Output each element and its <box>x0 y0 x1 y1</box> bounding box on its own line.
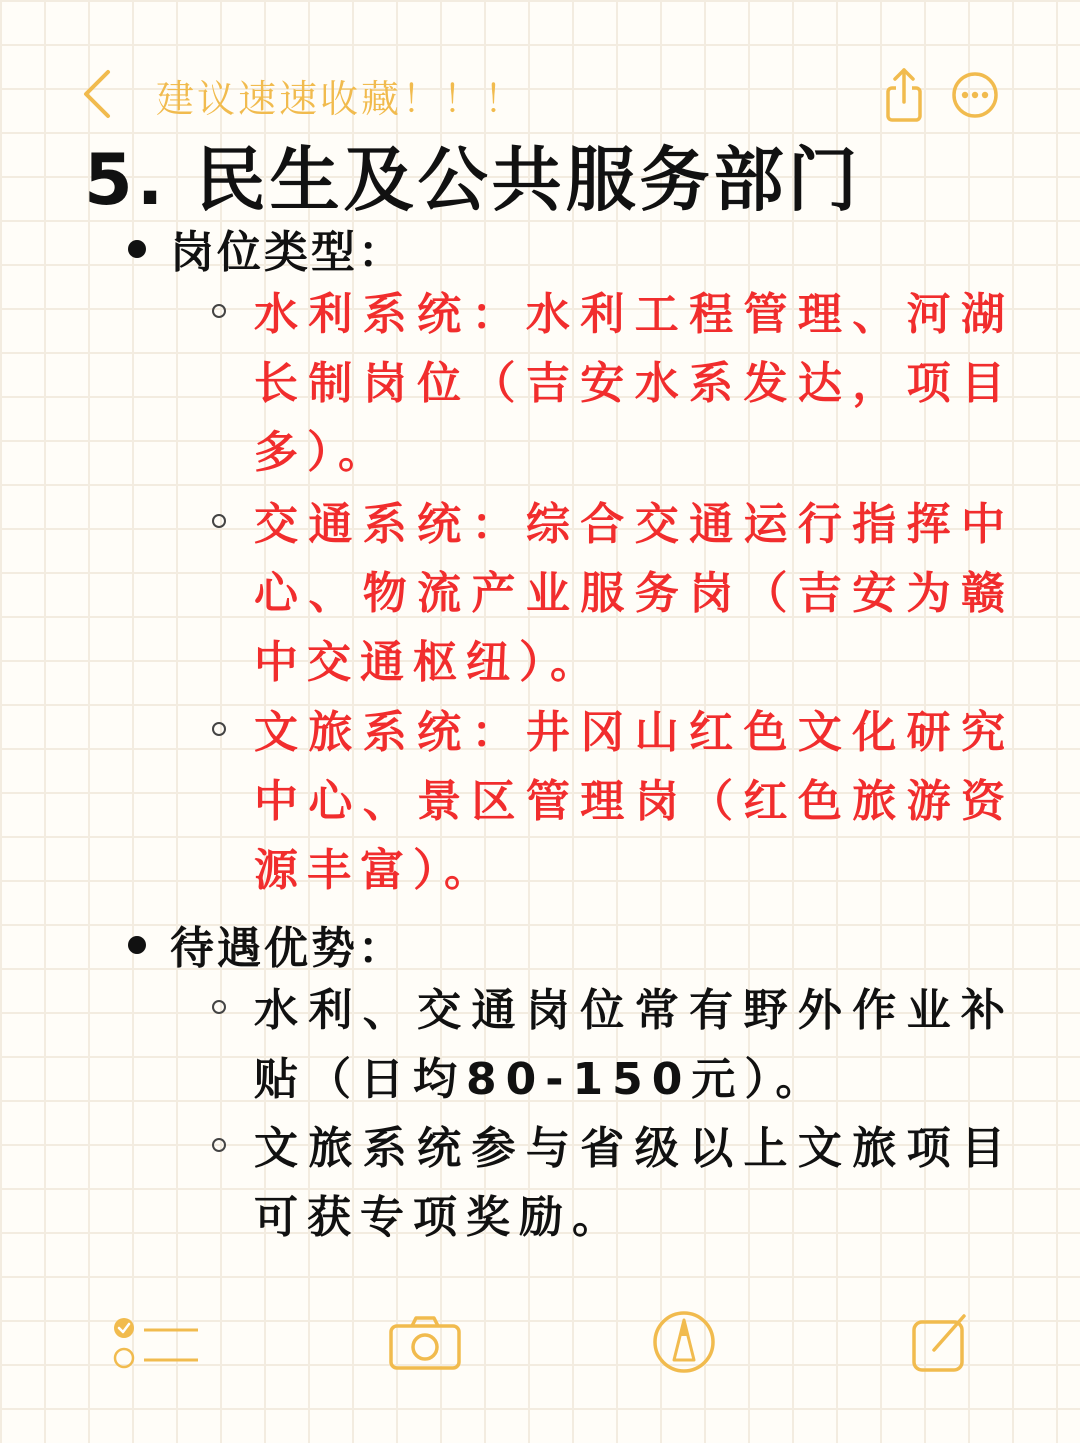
list-item-text: 文旅系统参与省级以上文旅项目可获专项奖励。 <box>254 1123 1014 1243</box>
compose-icon <box>910 1310 970 1374</box>
hollow-bullet <box>212 1000 226 1014</box>
more-icon <box>950 70 1000 120</box>
hollow-bullet <box>212 722 226 736</box>
top-nav-bar <box>0 0 1080 130</box>
list-item-text: 文旅系统：井冈山红色文化研究中心、景区管理岗（红色旅游资源丰富）。 <box>254 707 1014 896</box>
bullet-dot <box>128 240 146 258</box>
markup-button[interactable] <box>652 1310 716 1374</box>
chevron-left-icon <box>76 66 126 122</box>
camera-button[interactable] <box>388 1314 462 1372</box>
checklist-icon <box>110 1314 202 1374</box>
camera-icon <box>388 1314 462 1372</box>
checklist-button[interactable] <box>110 1314 202 1374</box>
share-button[interactable] <box>880 66 928 124</box>
list-item-text: 交通系统：综合交通运行指挥中心、物流产业服务岗（吉安为赣中交通枢纽）。 <box>254 499 1014 688</box>
bottom-toolbar <box>0 1300 1080 1390</box>
section-heading: 待遇优势： <box>170 923 405 974</box>
share-icon <box>880 66 928 124</box>
compose-button[interactable] <box>910 1310 970 1374</box>
markup-pen-icon <box>652 1310 716 1374</box>
list-item-text: 水利、交通岗位常有野外作业补贴（日均80-150元）。 <box>254 985 1014 1105</box>
list-item-text: 水利系统：水利工程管理、河湖长制岗位（吉安水系发达，项目多）。 <box>254 289 1014 478</box>
more-button[interactable] <box>950 70 1000 120</box>
bullet-dot <box>128 936 146 954</box>
hollow-bullet <box>212 514 226 528</box>
note-title: 5. 民生及公共服务部门 <box>84 139 862 221</box>
hollow-bullet <box>212 1138 226 1152</box>
hollow-bullet <box>212 304 226 318</box>
back-label[interactable]: 建议速速收藏！！！ <box>156 77 526 121</box>
section-heading: 岗位类型： <box>170 227 405 278</box>
back-button[interactable] <box>76 66 126 122</box>
